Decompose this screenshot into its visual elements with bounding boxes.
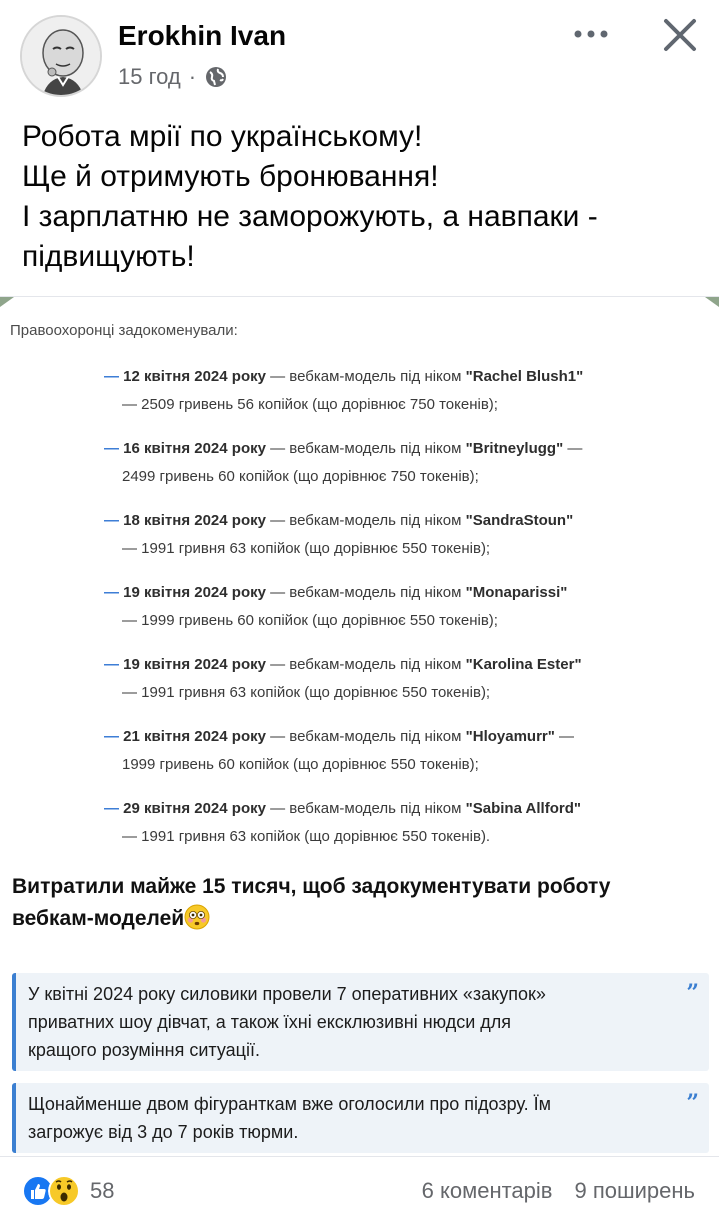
- image-headline: [12, 871, 712, 935]
- list-item: [104, 651, 704, 707]
- entry-dash: —: [104, 512, 119, 529]
- close-icon[interactable]: [660, 15, 700, 55]
- image-corner: [705, 297, 719, 307]
- post-time[interactable]: 15 год: [118, 64, 181, 89]
- list-item: [104, 363, 704, 419]
- entry-text: — вебкам-модель під ніком: [265, 368, 466, 385]
- entry-text: — вебкам-модель під ніком: [265, 440, 466, 457]
- entry-amount: — 1991 гривня 63 копійок (що дорівнює 550 токенів).: [122, 828, 491, 845]
- list-item: [104, 579, 704, 635]
- entry-nick: "Britneylugg": [465, 440, 564, 457]
- headline-line: Витратили майже 15 тисяч, щоб задокументувати роботу: [12, 875, 611, 898]
- entry-nick: "Karolina Ester": [465, 656, 582, 673]
- entry-nick: "Rachel Blush1": [465, 368, 584, 385]
- post-text-line: Робота мрії по українському!: [22, 120, 423, 153]
- entry-dash: —: [104, 368, 119, 385]
- post-text: [22, 117, 702, 277]
- entry-text: — вебкам-модель під ніком: [265, 656, 466, 673]
- post-meta: [118, 64, 228, 90]
- comments-count[interactable]: 6 коментарів: [421, 1178, 553, 1203]
- entry-date: 12 квітня 2024 року: [123, 368, 266, 385]
- entry-amount: 1999 гривень 60 копійок (що дорівнює 550 токенів);: [122, 756, 479, 773]
- wow-icon: [48, 1175, 80, 1207]
- entry-amount: — 2509 гривень 56 копійок (що дорівнює 750 токенів);: [122, 396, 498, 413]
- list-item: [104, 435, 704, 491]
- image-intro-text: Правоохоронці задокоменували:: [10, 322, 238, 339]
- entry-nick: "SandraStoun": [465, 512, 574, 529]
- quote-line: приватних шоу дівчат, а також їхні ексклюзивні нюдси для: [28, 1012, 512, 1032]
- post-text-line: підвищують!: [22, 240, 195, 273]
- entry-text: — вебкам-модель під ніком: [265, 512, 466, 529]
- entry-date: 21 квітня 2024 року: [123, 728, 266, 745]
- entry-text: — вебкам-модель під ніком: [265, 800, 466, 817]
- flushed-face-icon: [184, 904, 210, 930]
- entry-dash: —: [104, 584, 119, 601]
- image-corner: [0, 297, 14, 307]
- meta-separator: ·: [188, 64, 197, 89]
- list-item: [104, 723, 704, 779]
- post-stats: [422, 1178, 695, 1204]
- entry-amount: — 1991 гривня 63 копійок (що дорівнює 550 токенів);: [122, 540, 491, 557]
- entry-amount: — 1999 гривень 60 копійок (що дорівнює 550 токенів);: [122, 612, 498, 629]
- entry-nick: "Monaparissi": [465, 584, 568, 601]
- avatar-image: [22, 17, 102, 97]
- entry-date: 16 квітня 2024 року: [123, 440, 266, 457]
- entry-dash: —: [104, 728, 119, 745]
- quote-block: [12, 1083, 709, 1153]
- entry-text: — вебкам-модель під ніком: [265, 728, 466, 745]
- quote-mark-icon: ”: [686, 1090, 699, 1116]
- quote-line: У квітні 2024 року силовики провели 7 оперативних «закупок»: [28, 984, 546, 1004]
- post-text-line: І зарплатню не заморожують, а навпаки -: [22, 200, 598, 233]
- entry-tail: —: [554, 728, 575, 745]
- shares-count[interactable]: 9 поширень: [574, 1178, 695, 1203]
- entry-amount: 2499 гривень 60 копійок (що дорівнює 750 токенів);: [122, 468, 479, 485]
- entry-date: 19 квітня 2024 року: [123, 656, 266, 673]
- entry-nick: "Sabina Allford": [465, 800, 581, 817]
- entry-date: 18 квітня 2024 року: [123, 512, 266, 529]
- reaction-count: 58: [90, 1178, 115, 1203]
- post-footer: [0, 1156, 719, 1224]
- quote-line: загрожує від 3 до 7 років тюрми.: [28, 1122, 299, 1142]
- post-header: [0, 0, 719, 110]
- reactions-summary[interactable]: [22, 1175, 114, 1207]
- avatar[interactable]: [20, 15, 102, 97]
- entry-text: — вебкам-модель під ніком: [265, 584, 466, 601]
- quote-block: [12, 973, 709, 1071]
- entry-date: 29 квітня 2024 року: [123, 800, 266, 817]
- list-item: [104, 795, 704, 851]
- more-options-icon[interactable]: [570, 20, 612, 48]
- quote-line: Щонайменше двом фігуранткам вже оголосили про підозру. Їм: [28, 1094, 551, 1114]
- entry-dash: —: [104, 800, 119, 817]
- entry-amount: — 1991 гривня 63 копійок (що дорівнює 550 токенів);: [122, 684, 491, 701]
- entry-nick: "Hloyamurr": [465, 728, 555, 745]
- list-item: [104, 507, 704, 563]
- entry-date: 19 квітня 2024 року: [123, 584, 266, 601]
- author-name[interactable]: Erokhin Ivan: [118, 20, 287, 51]
- quote-line: кращого розуміння ситуації.: [28, 1040, 260, 1060]
- quote-mark-icon: ”: [686, 980, 699, 1006]
- globe-icon: [204, 65, 228, 89]
- entry-tail: —: [563, 440, 583, 457]
- entry-dash: —: [104, 440, 119, 457]
- headline-line: вебкам-моделей: [12, 907, 185, 930]
- post-image[interactable]: [0, 296, 719, 1156]
- post-text-line: Ще й отримують бронювання!: [22, 160, 439, 193]
- entry-dash: —: [104, 656, 119, 673]
